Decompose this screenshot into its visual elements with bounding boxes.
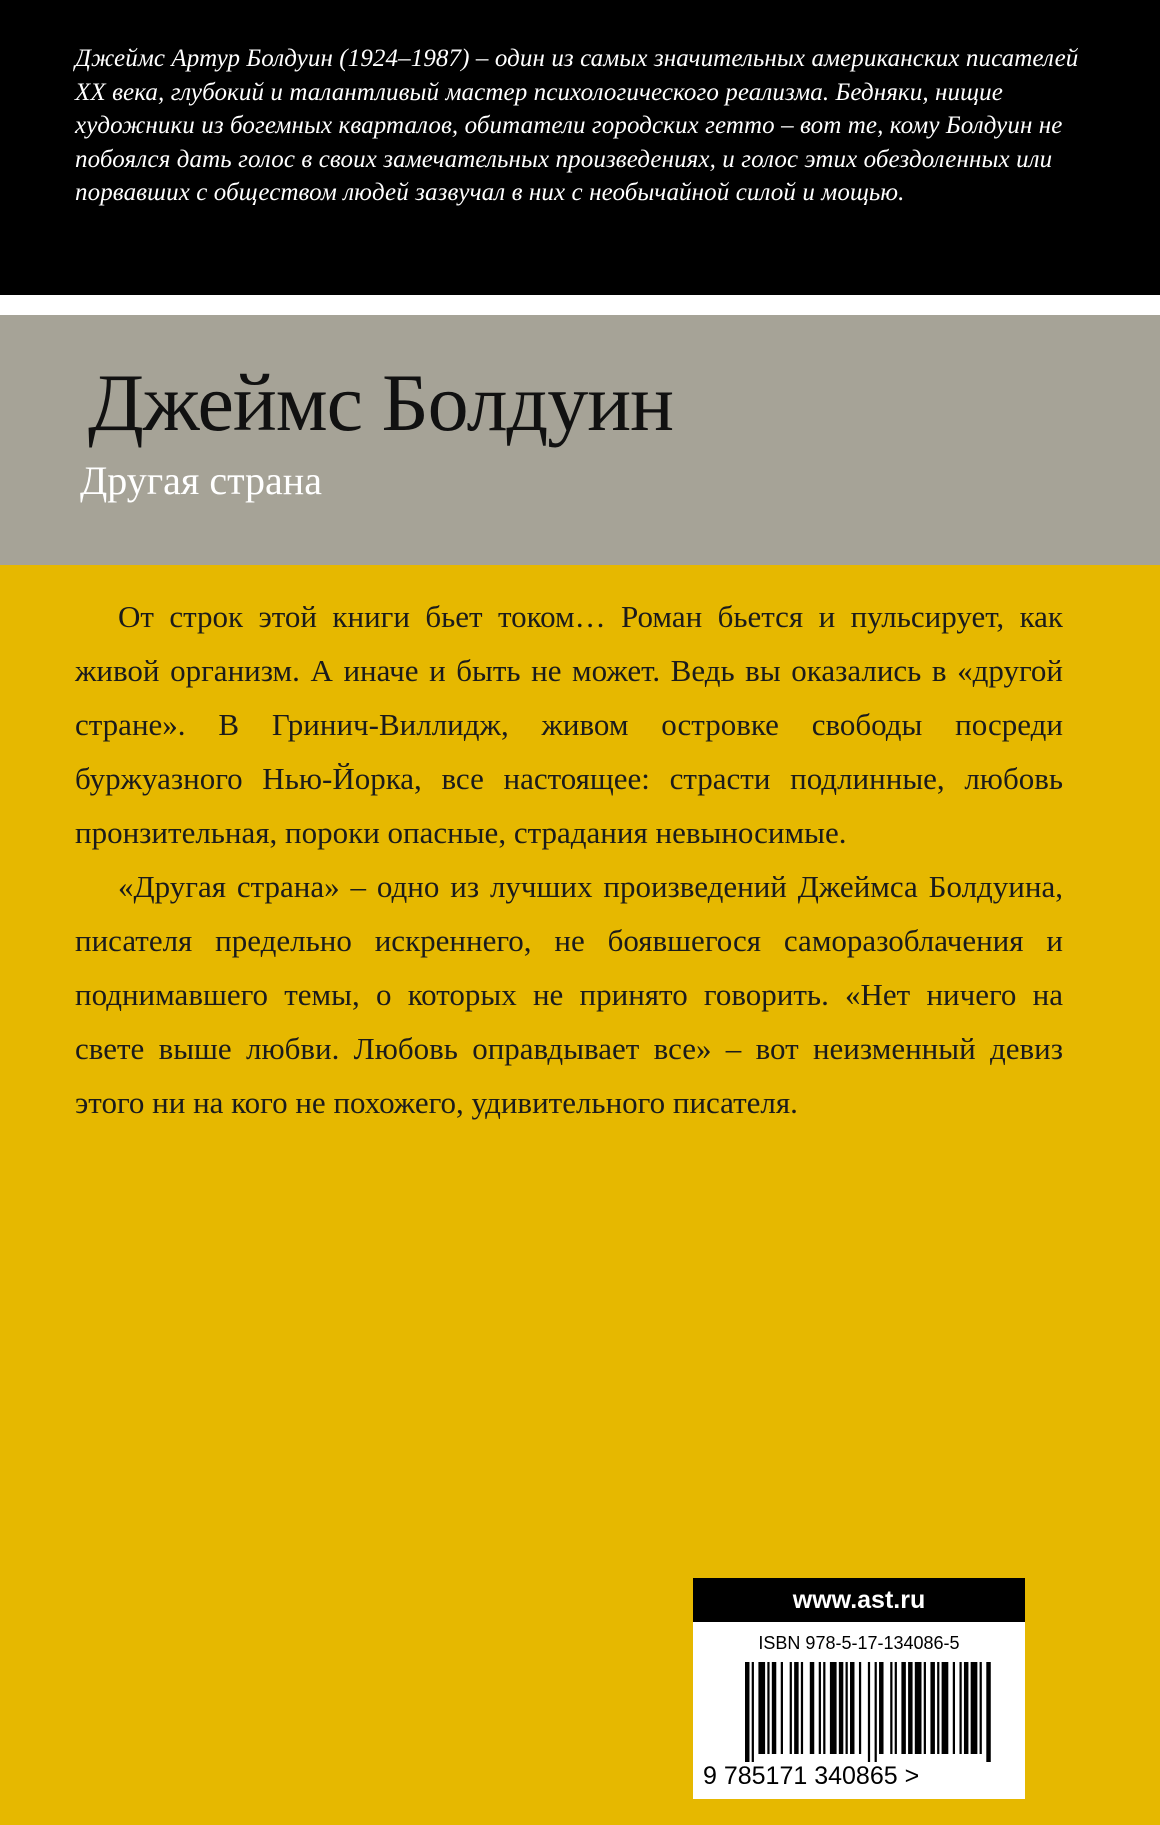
barcode-icon bbox=[745, 1662, 993, 1762]
book-description bbox=[75, 590, 1063, 1130]
description-paragraph: «Другая страна» – одно из лучших произведений Джеймса Болдуина, писателя предельно искреннего, не боявшегося саморазоблачения и поднимавшего темы, о которых не принято говорить. «Нет ничего на свете выше любви. Любовь оправдывает все» – вот неизменный девиз этого ни на кого не похожего, удивительного писателя. bbox=[75, 869, 1063, 1120]
author-bio: Джеймс Артур Болдуин (1924–1987) – один из самых значительных американских писателей XX века, глубокий и талантливый мастер психологического реализма. Бедняки, нищие художники из богемных кварталов, обитатели городских гетто – вот те, кому Болдуин не побоялся дать голос в своих замечательных произведениях, и голос этих обездоленных или порвавших с обществом людей зазвучал в них с необычайной силой и мощью. bbox=[75, 45, 1079, 207]
barcode-digits: 9 785171 340865 > bbox=[703, 1762, 920, 1790]
description-paragraph: От строк этой книги бьет током… Роман бьется и пульсирует, как живой организм. А иначе и быть не может. Ведь вы оказались в «другой стране». В Гринич-Виллидж, живом островке свободы посреди буржуазного Нью-Йорка, все настоящее: страсти подлинные, любовь пронзительная, пороки опасные, страдания невыносимые. bbox=[75, 599, 1063, 850]
divider-stripe bbox=[0, 295, 1160, 315]
isbn-number: ISBN 978-5-17-134086-5 bbox=[758, 1633, 960, 1653]
book-title: Другая страна bbox=[80, 458, 322, 503]
isbn-block bbox=[693, 1578, 1025, 1799]
bio-band bbox=[0, 0, 1160, 295]
author-name: Джеймс Болдуин bbox=[88, 357, 673, 448]
publisher-website: www.ast.ru bbox=[693, 1578, 1025, 1622]
